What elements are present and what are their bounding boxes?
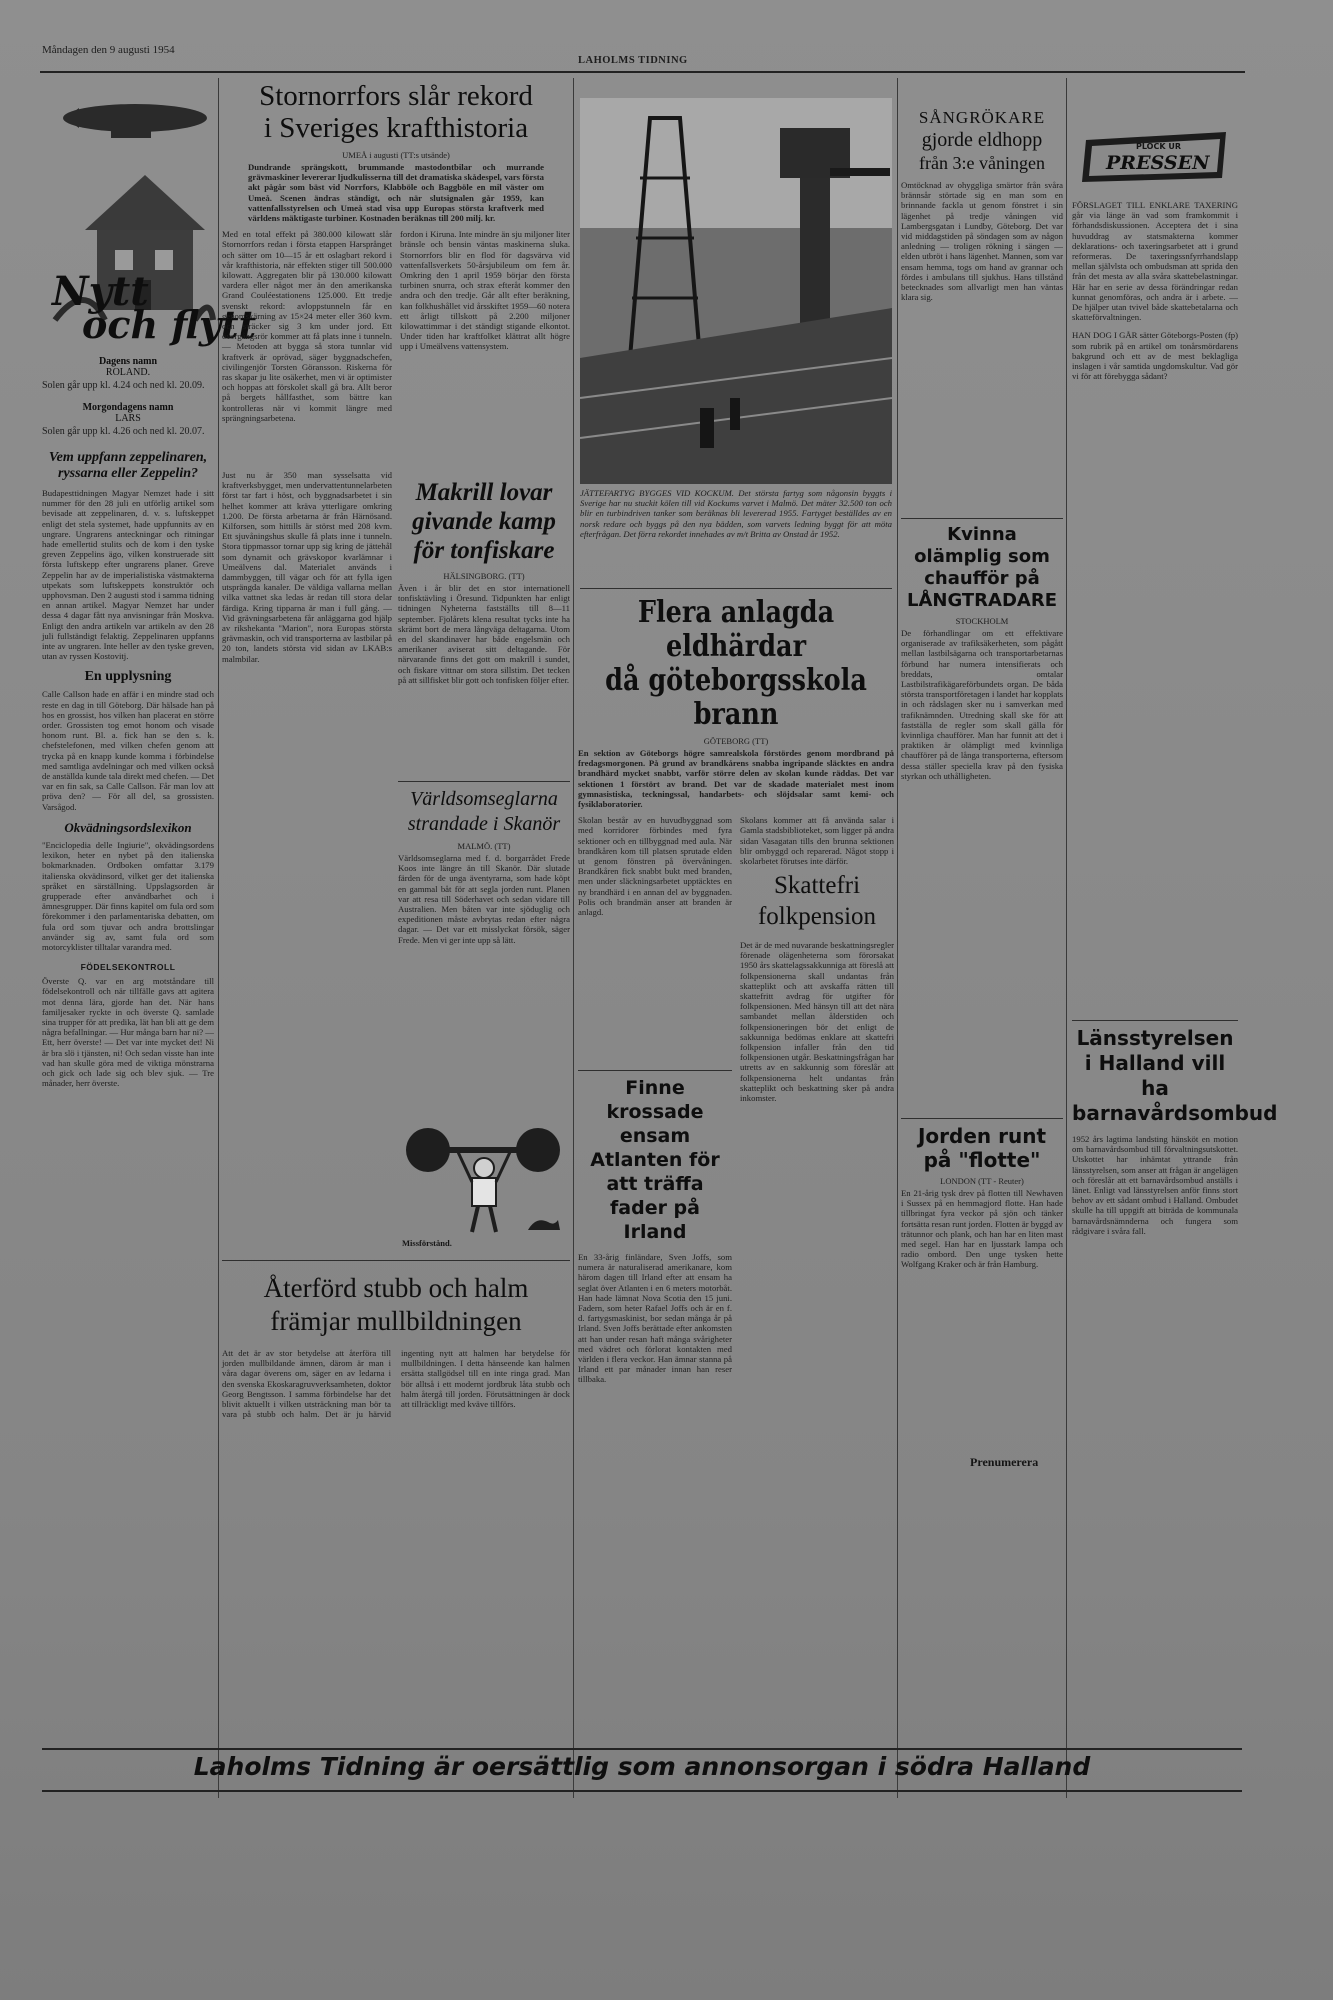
makrill-article <box>398 478 570 778</box>
sangro-title-1: SÅNGRÖKARE <box>918 108 1046 127</box>
finne-title: Finne krossade ensam Atlanten för att träffa fader på Irland <box>590 1077 720 1243</box>
atterford-article <box>222 1268 570 1748</box>
sun-times-tomorrow: Solen går upp kl. 4.26 och ned kl. 20.07. <box>42 426 205 437</box>
kvinna-body: De förhandlingar om ett effektivare organiserade av trafiksäkerheten, som pågått mellan lastbilsägarna och transportarbetarnas förbund har numera intensifierats och breddats, omtalar Lastbilstrafikägareförbundets organ. De båda största transportföretagen i landet har kopplats in och rådslagen sker nu i samverkan med trafiknämnden. Utredning skall ske för att fastställa de regler som skall gälla för kvinnliga chaufförer. Man har funnit att det i praktiken är olämpligt med kvinnliga chaufförer på de långa transporterna, eftersom dessa ställer speciella krav på den fysiska styrkan och uthålligheten. <box>901 628 1063 781</box>
top-rule <box>40 71 1245 73</box>
finne-body: En 33-årig finländare, Sven Joffs, som numera är naturaliserad amerikanare, kom härom dagen till Irland efter att ensam ha seglat över Atlanten i en 6 meters motorbåt. Han hade lämnat Nova Scotia den 15 juni. Fadern, som heter Rafael Joffs och är en f. d. fartygsmaskinist, bor sedan många år på Irland. Sven Joffs berättade efter ankomsten att han under resan haft många svårigheter med vädret och förlorat kontakten med världen i flera veckor. Han ämnar stanna på Irland ett par månader innan han reser tillbaka. <box>578 1252 732 1385</box>
skatte-article <box>740 870 894 1750</box>
stornorr-columns <box>222 229 570 423</box>
bottom-banner: Laholms Tidning är oersättlig som annonsorgan i södra Halland <box>193 1752 1091 1781</box>
left-column <box>42 352 214 1752</box>
upplysning-body: Calle Callson hade en affär i en mindre stad och reste en dag in till Göteborg. Där hälsade han på hos en grossist, hos vilken han placerat en större order. Grossisten tog emot honom och visade honom runt. Bl. a. fick han se den s. k. chefstelefonen, med vilken chefen genom att trycka på en knapp kunde komma i förbindelse med samtliga avdelningar och med vilken också de anställda kunde tala direkt med chefen. — Det var en fin sak, sa Calle Callson. Får man lov att pröva den? — För all del, sa grossisten. Varsågod. <box>42 689 214 812</box>
stornorr-lead: Dundrande sprängskott, brummande mastodontbilar och murrande grävmaskiner levererar ljudkulisserna till det dramatiska skådespel, vars första akt pågår som bäst vid Norrfors, Klabböle och Baggböle en mil väster om Umeå. Scenen ändras ständigt, och när slutsignalen går 1959, kan vattenfallsstyrelsen och Umeå stad visa upp Europas största kraftverk med världens mäktigaste turbiner. Kostnaden beräknas till 200 milj. kr. <box>248 162 544 224</box>
kvinna-dateline: STOCKHOLM <box>955 616 1009 626</box>
section-rule <box>901 518 1063 519</box>
stornorr-dateline: UMEÅ i augusti (TT:s utsände) <box>342 150 450 160</box>
eldhard-lead: En sektion av Göteborgs högre samrealskola förstördes genom mordbrand på fredagsmorgonen. På grund av brandkårens snabba ingripande släcktes en andra brandhärd mycket snabbt, varför större delen av skolan kunde räddas. Det var sektionen 1 förstört av brand. Det var de skadade materialet mest inom gymnasistiska, teckningssal, handarbets- och slöjdsalar samt kemi- och fysiklaboratorier. <box>578 748 894 810</box>
sangro-body: Omtöcknad av ohyggliga smärtor från svåra brännsår störtade sig en man som en brinnande fackla ut genom fönstret i sin lägenhet på tredje våningen vid Lambergsgatan i Lundby, Göteborg. Det var vid middagstiden på söndagen som av någon anledning — troligen rökning i sängen — elden utbröt i hans lägenhet. Mannen, som var ensam hemma, togs om hand av grannar och fördes i ambulans till sjukhus. Hans tillstånd betecknades som allvarligt men han väntas klara sig. <box>901 180 1063 303</box>
plock-small: PLOCK UR <box>1136 142 1181 151</box>
photo-caption-text: JÄTTEFARTYG BYGGES VID KOCKUM. Det största fartyg som någonsin byggts i Sverige har nu stuckit kölen till vid Kockums varvet i Malmö. Det mäter 32.500 ton och blir en turbindriven tanker som beräknas bli levererad 1955. Fartyget beställdes av en norsk redare och byggs på den nya bädden, som varvets ledning byggt för att möta efterfrågan. Det förra rekordet innehades av m/t Britta av Onstad år 1952. <box>580 488 892 539</box>
section-rule <box>1072 1020 1238 1021</box>
photo-caption <box>580 488 892 584</box>
finne-article <box>578 1076 732 1746</box>
och-flytt-title: och flytt <box>82 302 257 347</box>
jorden-article <box>901 1124 1063 1444</box>
page-date: Måndagen den 9 augusti 1954 <box>42 44 175 56</box>
nytt-title: Nytt <box>52 268 149 315</box>
plock-article <box>1072 200 1238 1010</box>
morgondagens-namn-value: LARS <box>115 413 141 424</box>
banner-rule-bottom <box>42 1790 1242 1792</box>
shipyard-photo <box>580 98 892 484</box>
eldhard-col-2: Skolans kommer att få använda salar i Gamla stadsbiblioteket, som ligger på andra sidan Vasagatan tills den brunna sektionen blir ombyggd och reparerad. Något stopp i skolarbetet förutses inte därför. <box>740 815 894 867</box>
kvinna-article <box>901 524 1063 954</box>
column-rule <box>1066 78 1067 1798</box>
makrill-dateline: HÄLSINGBORG. (TT) <box>443 571 525 581</box>
plock-big: PRESSEN <box>1106 152 1210 174</box>
prenumerera-label: Prenumerera <box>970 1455 1039 1469</box>
skatte-title: Skattefri folkpension <box>757 872 877 930</box>
sun-times-today: Solen går upp kl. 4.24 och ned kl. 20.09. <box>42 380 205 391</box>
dagens-namn-value: ROLAND. <box>105 367 151 378</box>
cartoon-strongman <box>398 1120 570 1250</box>
cartoon-caption: Missförstånd. <box>402 1238 452 1248</box>
makrill-title: Makrill lovar givande kamp för tonfiskare <box>412 479 556 564</box>
jorden-dateline: LONDON (TT - Reuter) <box>940 1176 1024 1186</box>
stornorr-col-3: Just nu är 350 man sysselsatta vid kraftverksbygget, men undervattentunnelarbeten först tar fart i höst, och byggnadsarbetet i sin helhet kommer att kräva ytterligare omkring 1.200. De första arbetarna är från Härnösand. Kilforsen, som hittills är störst med 208 kvm. Ett sjuvåningshus skulle få plats inne i tunneln. Stora tippmassor tornar upp sig kring de jättehål som dynamit och grävskopor kvarlämnar i Umeälvens dal. Materialet används i dammbyggen, till vägar och för att fylla igen utsprängda kanaler. De väldiga vallarna mellan vilka vattnet ska ledas är redan till stora delar färdiga. Kring tipparna är man i full gång. — Vid grävningsarbetena får anläggarna god hjälp av rikshekanta "Marion", nora Europas största grävmaskin, och vid transporterna av lastbilar på 20 ton, landets största vid sidan av LKAB:s malmbilar. <box>222 470 392 664</box>
makrill-body: Även i år blir det en stor internationell tonfisktävling i Öresund. Tidpunkten har enligt tidningen Nyheterna fastställts till 8—11 september. Fjolårets klena resultat tycks inte ha skrämt bort de mera långväga deltagarna. Utom en del skandinaver har både engelsmän och amerikaner aviserat sitt deltagande. För närvarande finns det gott om makrill i sundet, och fiskare vittnar om stora sillstim. Det tecken på att sillfisket blir gott och tonfisken följer efter. <box>398 583 570 685</box>
plock-ur-pressen-logo <box>1076 120 1236 190</box>
paper-name: LAHOLMS TIDNING <box>578 55 688 66</box>
dagens-namn-label: Dagens namn <box>98 356 158 367</box>
column-rule <box>897 78 898 1798</box>
plock-body: FÖRSLAGET TILL ENKLARE TAXERING går via länge än vad som framkommit i förhandsdiskussionen. Acceptera det i sina huvuddrag av statsmakterna kommer deklarations- och taxeringsarbetet att i grund reformeras. De taxeringssnfyrrhandslapp mellan självlsta och ombudsman att sprida den från det mesta av alla svåra skattebelastningar. Här har en serie av dessa förändringar redan kunnat genomföras, och andra är i arbete. — De hjälper utan tvivel både skattebetalarna och skatteförvaltningen. <box>1072 200 1238 323</box>
stornorr-col-2: fordon i Kiruna. Inte mindre än sju miljoner liter bränsle och bensin väntas maskinerna sluka. Stornorrfors blir en flod för dagsvärva vid vattenfallsverkets 50-årsjubileum om fem år. Omkring den 1 april 1959 börjar den första turbinen snurra, och strax efteråt kommer den andra och den tredje. Går allt efter beräkning, kan folkhushållet vid årsskiftet 1959—60 notera ett årligt tillskott på 2.200 miljoner kilowattimmar i det ständigt stigande elkontot. Under tiden har kraftfolket klättrat allt högre upp i Umeälvens vattensystem. <box>400 229 570 352</box>
sangro-title-3: från 3:e våningen <box>919 153 1045 173</box>
plock-han-dog: HAN DOG I GÅR sätter Göteborgs-Posten (fp) som rubrik på en artikel om tonårsmördarens bakgrund och ett av de mest beklagliga inslagen i vår samtida ungdomskultur. Vad gör vi för att förebygga sådant? <box>1072 330 1238 382</box>
zeppelin-body: Budapesttidningen Magyar Nemzet hade i sitt nummer för den 28 juli en utförlig artikel som bevisade att zeppelinaren, d. v. s. luftskeppet enligt det stela systemet, hade uppfunnits av en ungrare. Ungrarens anteckningar och ritningar hade emellertid stulits och de kom i den tyske greven Zeppelins ägo, vilken konstruerade sitt första luftskepp efter ungrarens planer. Greve Zeppelin har av de imperialistiska västmakterna utpekats som luftskeppets konstruktör och upphovsman. Den 2 augusti stod i samma tidning en annan artikel. Magyar Nemzet har under dessa 4 dagar fått nya anvisningar från Moskva. Enligt den andra artikeln var artikeln av den 28 juli fullständigt felaktig. Zeppelinaren uppfanns inte av ungraren. Inte heller av den tyske greven, utan av ryssen Kostovitj. <box>42 488 214 662</box>
skatte-body: Det är de med nuvarande beskattningsregler förenade olägenheterna som förorsakat 1950 års skattelagssakkunniga att föreslå att folkpensionerna skall undantas från skatteplikt och att avskaffa rätten till skattefritt avdrag för utgifter för folkpensionen. Med hänsyn till att det nära sambandet mellan ålderstiden och folkpensioneringen bör det enligt de sakkunniga bedömas enklare att skattefri folkpension infaller från den tid folkpensionen utgår. Beskattningsfrågan har utretts av en sakkunnig som föreslår att folkpensionerna helt undantas från skatteplikt och beskattning sker på andra inkomster. <box>740 940 894 1104</box>
zeppelin-headline: Vem uppfann zeppelinaren, ryssarna eller Zeppelin? <box>48 450 208 481</box>
jorden-body: En 21-årig tysk drev på flotten till Newhaven i Sussex på en hemmagjord flotte. Han hade tillbringat fyra veckor på sjön och tänker fortsätta resan runt jorden. Flotten är byggd av trätunnor och plank, och han har en liten mast med segel. Han har en ljusstark lampa och radio ombord. Den unge tysken hette Wolfgang Kraker och är från Hamburg. <box>901 1188 1063 1270</box>
sangro-title-2: gjorde eldhopp <box>921 129 1043 151</box>
atterford-title: Återförd stubb och halm främjar mullbildningen <box>263 1273 529 1336</box>
section-rule <box>222 1260 570 1261</box>
varlds-title: Världsomseglarna strandade i Skanör <box>407 788 561 835</box>
fodsel-headline: FÖDELSEKONTROLL <box>80 962 176 973</box>
okvad-headline: Okvädningsordslexikon <box>64 819 192 835</box>
okvad-body: "Enciclopedia delle Ingiurie", okvädingsordens lexikon, heter en nybet på den italienska bokmarknaden. Ordboken omfattar 3.179 italienska okvädinsord, vilket ger det italienska språket en särställning. Uppslagsorden är grupperade efter användbarhet och i ämnesgrupper. Där finns kapitel om fula ord som förekommer i den parlamentariska debatten, om fula ord som tjuvar och andra brottslingar använder sig av, samt fula ord som motorcyklister tilltalar varandra med. <box>42 839 214 952</box>
atterford-body: Att det är av stor betydelse att återföra till jorden mullbildande ämnen, därom är man i våra dagar överens om, säger en av ledarna i den svenska Ekoskaragruvverksamheten, doktor Georg Bengtsson. I samma förbindelse har det blivit aktuellt i vilken utsträckning man bör ta vara på stubb och halm. Det är ju härvid ingenting nytt att halmen har betydelse för mullbildningen. I detta hänseende kan halmen ersätta stallgödsel till en inte ringa grad. Man bör alltså i ett modernt jordbruk låta stubb och halm återgå till jorden. Förutsättningen är dock att tillräckligt med kväve tillförs. <box>222 1348 570 1420</box>
column-rule <box>573 78 574 1798</box>
varlds-article <box>398 787 570 1117</box>
section-rule <box>901 1118 1063 1119</box>
lansstyr-body: 1952 års lagtima landsting hänsköt en motion om barnavårdsombud till förvaltningsutskottet. Utskottet har inhämtat yttrande från länsstyrelsen, som anser att frågan är angelägen och föreslår att ett barnavårdsombud anställs i länet. Enligt vad länsstyrelsen anför finns stort behov av ett sådant ombud i Halland. Ombudet skulle ha till uppgift att biträda de kommunala barnavårdsnämnderna och fungera som rådgivare i svåra fall. <box>1072 1134 1238 1236</box>
section-rule <box>398 781 570 782</box>
banner-rule-top <box>42 1748 1242 1750</box>
weightlifter-icon <box>398 1120 570 1240</box>
jorden-title: Jorden runt på "flotte" <box>917 1124 1047 1172</box>
crane-photo-icon <box>580 98 892 484</box>
blank-paper-area <box>0 1800 1333 2000</box>
eldhard-dateline: GÖTEBORG (TT) <box>703 736 769 746</box>
eldhard-title-1: Flera anlagda eldhärdar <box>637 595 835 664</box>
kvinna-title: Kvinna olämplig som chaufför på LÅNGTRADARE <box>906 524 1058 611</box>
upplysning-headline: En upplysning <box>84 669 172 685</box>
fodsel-body: Överste Q. var en arg motståndare till födelsekontroll och när tillfälle gavs att agitera mot denna lära, gjorde han det. När hans familjesaker ryckte in och överste Q. samlade sina trupper för att predika, lät han bli att ge dem några befallningar. — Hur många barn har ni? — Ett, herr överste! — Det var inte mycket det! Ni är bra slö i tjänsten, ni! Och sedan visste han inte vad han skulle göra med de viktiga mönstrarna och gick och lade sig och blev sjuk. — Tre månader, herr överste. <box>42 976 214 1089</box>
varlds-dateline: MALMÖ. (TT) <box>457 841 511 851</box>
sangro-article <box>901 108 1063 508</box>
lansstyr-title: Länsstyrelsen i Halland vill ha barnavårdsombud <box>1072 1026 1278 1125</box>
stornorr-title-1: Stornorrfors slår rekord <box>259 80 533 112</box>
stornorr-title-2: i Sveriges krafthistoria <box>263 112 529 144</box>
lansstyr-article <box>1072 1026 1278 1746</box>
morgondagens-namn-label: Morgondagens namn <box>82 402 174 413</box>
eldhard-title-2: då göteborgsskola brann <box>605 663 867 732</box>
eldhard-col-1: Skolan består av en huvudbyggnad som med korridorer förbindes med fyra sektioner och en tillbyggnad med aula. När brandkåren kom till platsen sprutade elden ut genom fönstren på övervåningen. Brandkåren fick snabbt bukt med branden, men under släckningsarbetet upptäcktes en ny brandhärd i en annan del av byggnaden. Polis och brandmän anser att branden är anlagd. <box>578 815 732 918</box>
section-rule <box>578 1070 732 1071</box>
section-rule <box>580 588 892 589</box>
varlds-body: Världsomseglarna med f. d. borgarrådet Frede Koos inte längre än till Skanör. Där slutade färden för de unga äventyrarna, som hade köpt en gammal båt för att segla jorden runt. Planen var att resa till Söderhavet och sedan vidare till Australien. Men båten var inte sjöduglig och expeditionen måste avbrytas redan efter några dagar. — Det var ett misslyckat försök, säger Frede. Men vi ger inte upp så lätt. <box>398 853 570 945</box>
stornorr-col-1: Med en total effekt på 380.000 kilowatt slår Stornorrfors redan i första etappen Harsprånget och sätter om 10—15 år ett oslagbart rekord i vår krafthistoria, när effekten stiger till 500.000 kilowatt. Aggregaten blir på 130.000 kilowatt vardera eller något mer än den amerikanska Grand Couléestationens 125.000. Ett tredje svenskt rekord: avloppstunneln får en genomskärning av 15×24 meter eller 360 kvm. och sträcker sig 3 km under jord. Ett övergångsrör kommer att få plats inne i tunneln. — Metoden att bygga så stora tunnlar vid kraftverk är oprövad, säger byggnadschefen, civilingenjör Torsten Göransson. Riskerna för ras skapar ju lite osäkerhet, men vi är optimister och hoppas att förskolet skall gå bra. Allt beror på bergets hållfasthet, som bättre kan kontrolleras när vi kommit längre med sprängningsarbetena. <box>222 229 392 423</box>
